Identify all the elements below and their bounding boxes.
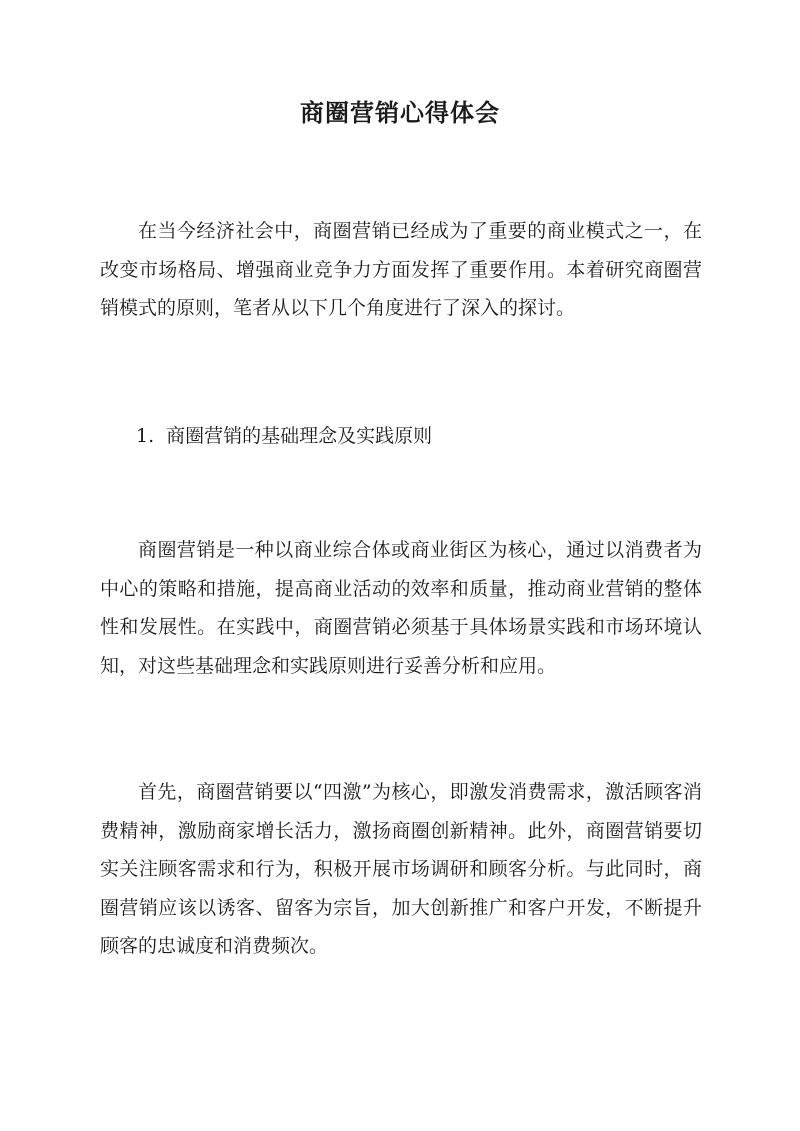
body-paragraph-2: 首先，商圈营销要以“四激”为核心，即激发消费需求，激活顾客消费精神，激励商家增长活力，激扬商圈创新精神。此外，商圈营销要切实关注顾客需求和行为，积极开展市场调研和顾客分析。与此同时，商圈营销应该以诱客、留客为宗旨，加大创新推广和客户开发，不断提升顾客的忠诚度和消费频次。 bbox=[100, 781, 702, 957]
section-heading bbox=[136, 420, 432, 452]
body-paragraph-1: 商圈营销是一种以商业综合体或商业街区为核心，通过以消费者为中心的策略和措施，提高商业活动的效率和质量，推动商业营销的整体性和发展性。在实践中，商圈营销必须基于具体场景实践和市场环境认知，对这些基础理念和实践原则进行妥善分析和应用。 bbox=[100, 539, 702, 677]
section-number: 1. bbox=[136, 425, 155, 447]
section-title: 商圈营销的基础理念及实践原则 bbox=[166, 425, 433, 447]
intro-paragraph: 在当今经济社会中，商圈营销已经成为了重要的商业模式之一，在改变市场格局、增强商业竞争力方面发挥了重要作用。本着研究商圈营销模式的原则，笔者从以下几个角度进行了深入的探讨。 bbox=[100, 220, 702, 319]
document-title: 商圈营销心得体会 bbox=[300, 98, 500, 127]
